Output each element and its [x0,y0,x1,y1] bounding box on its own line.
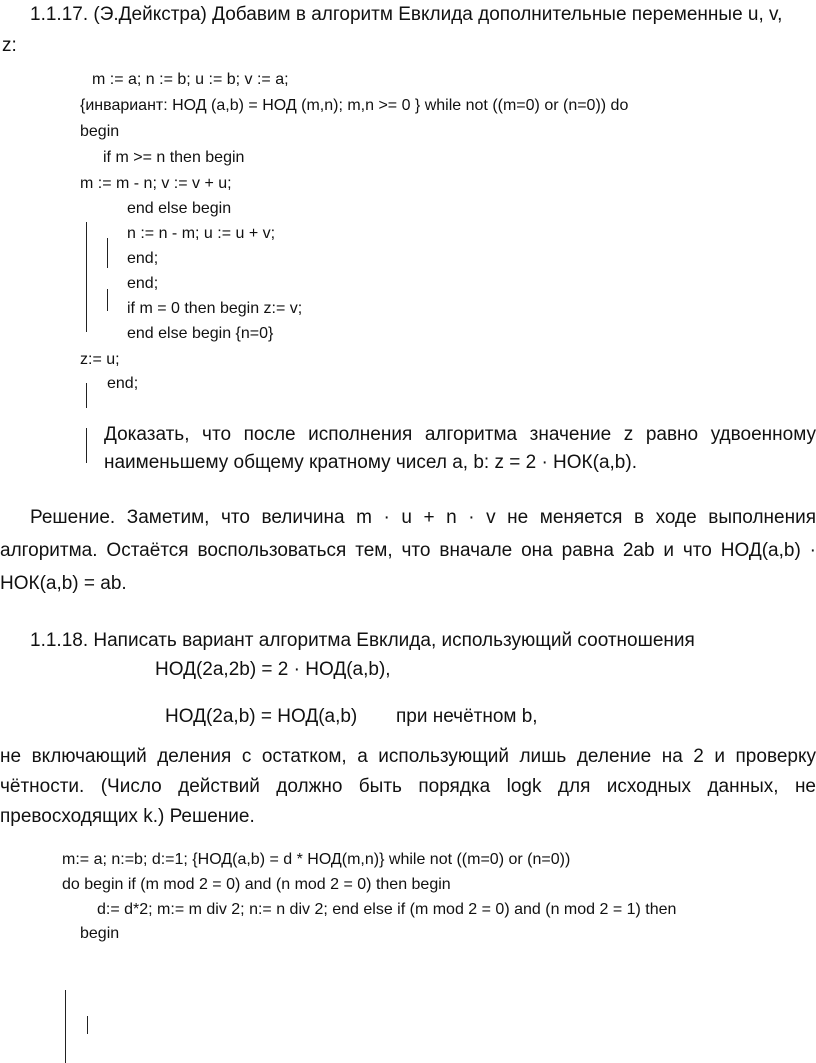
code-line: end; [107,375,139,392]
code-line: m:= a; n:=b; d:=1; {НОД(a,b) = d * НОД(m,n)} while not ((m=0) or (n=0)) [62,851,571,868]
code-line: end; [127,275,159,292]
problem-heading-1-1-17: 1.1.17. (Э.Дейкстра) Добавим в алгоритм Евклида дополнительные переменные u, v, [30,4,783,25]
vertical-rule [86,222,87,332]
code-line: n := n - m; u := u + v; [127,225,276,242]
code-line: {инвариант: НОД (a,b) = НОД (m,n); m,n >= 0 } while not ((m=0) or (n=0)) do [80,97,629,114]
problem-heading-1-1-18: 1.1.18. Написать вариант алгоритма Евклида, использующий соотношения [30,630,695,651]
vertical-rule [87,1016,88,1034]
code-line: end; [127,250,159,267]
code-line: end else begin [127,200,232,217]
problem-text: не включающий деления с остатком, а использующий лишь деление на 2 и проверку [0,746,816,767]
code-line: if m = 0 then begin z:= v; [127,300,303,317]
problem-text: чётности. (Число действий должно быть порядка logk для исходных данных, не [0,776,816,797]
solution-text: НОК(a,b) = ab. [0,573,127,594]
code-line: m := m - n; v := v + u; [80,175,232,192]
code-line: m := a; n := b; u := b; v := a; [92,71,289,88]
code-line: begin [80,123,120,140]
code-line: if m >= n then begin [103,149,245,166]
problem-heading-continuation: z: [2,35,17,56]
code-line: end else begin {n=0} [127,325,274,342]
vertical-rule [86,428,87,463]
solution-text: алгоритма. Остаётся воспользоваться тем, что вначале она равна 2ab и что НОД(a,b) · [0,540,816,561]
vertical-rule [65,990,66,1063]
formula: НОД(2a,b) = НОД(a,b) [165,706,358,727]
formula-condition: при нечётном b, [396,706,538,727]
vertical-rule [107,238,108,268]
task-statement: Доказать, что после исполнения алгоритма значение z равно удвоенному [104,424,816,445]
code-line: d:= d*2; m:= m div 2; n:= n div 2; end else if (m mod 2 = 0) and (n mod 2 = 1) then [97,901,677,918]
solution-text: Решение. Заметим, что величина m · u + n · v не меняется в ходе выполнения [30,507,816,528]
task-statement: наименьшему общему кратному чисел a, b: z = 2 · НОК(a,b). [104,452,637,473]
code-line: do begin if (m mod 2 = 0) and (n mod 2 = 0) then begin [62,876,451,893]
code-line: z:= u; [80,351,120,368]
vertical-rule [107,289,108,311]
problem-text: превосходящих k.) Решение. [0,806,255,827]
vertical-rule [86,383,87,408]
formula: НОД(2a,2b) = 2 · НОД(a,b), [155,659,391,680]
code-line: begin [80,925,120,942]
